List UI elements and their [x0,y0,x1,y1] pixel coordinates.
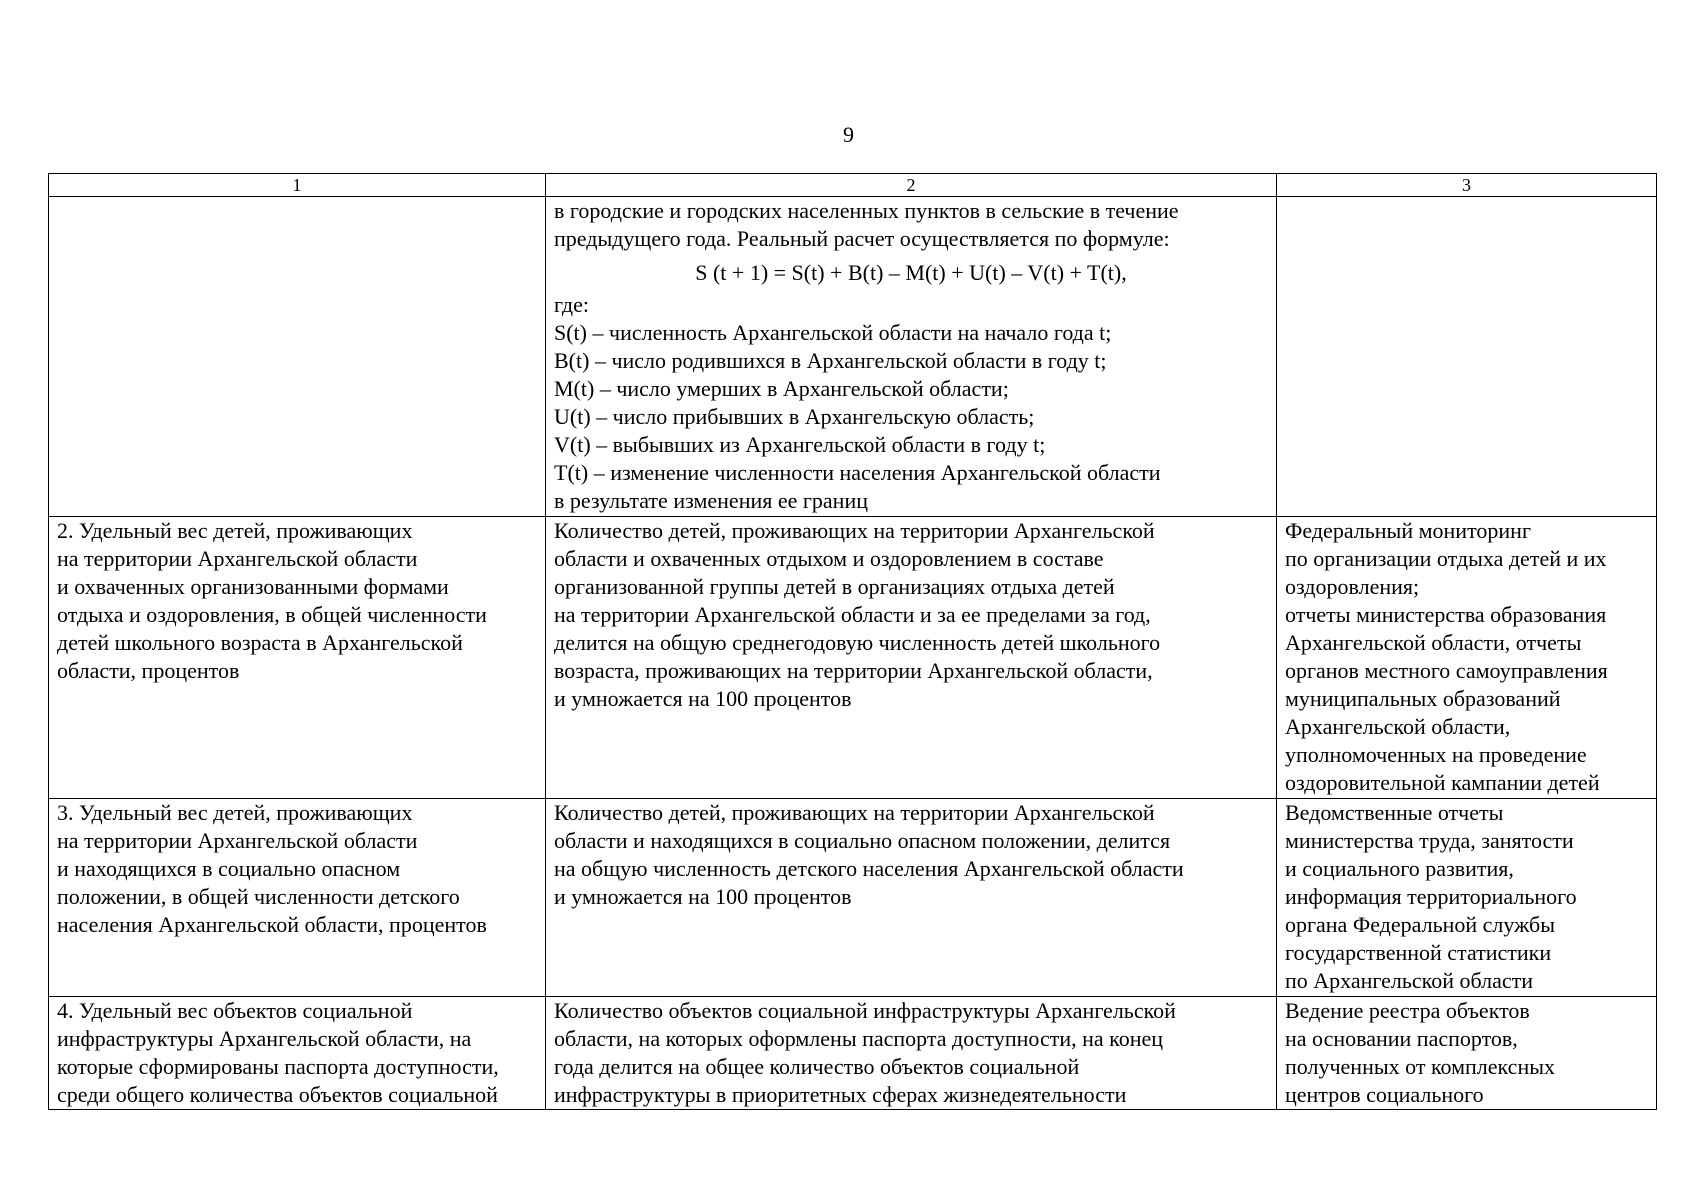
text-line: 3. Удельный вес детей, проживающих [57,800,413,825]
header-cell-3: 3 [1277,174,1657,197]
text-line: 4. Удельный вес объектов социальной [57,998,413,1023]
text-line: в результате изменения ее границ [554,488,868,513]
header-cell-1: 1 [49,174,546,197]
text-line: министерства труда, занятости [1285,828,1574,853]
text-line: информация территориального [1285,884,1577,909]
text-line: органов местного самоуправления [1285,658,1608,683]
row2-col2 [546,517,1277,799]
text-line: Архангельской области, отчеты [1285,630,1582,655]
text-line: и умножается на 100 процентов [554,884,852,909]
text-line: области, процентов [57,658,240,683]
text-line: T(t) – изменение численности населения Архангельской области [554,460,1161,485]
text-line: организованной группы детей в организациях отдыха детей [554,574,1115,599]
table-row [49,197,1657,517]
row4-col1 [49,997,546,1110]
text-line: уполномоченных на проведение [1285,742,1587,767]
text-line: государственной статистики [1285,940,1552,965]
text-line: органа Федеральной службы [1285,912,1555,937]
text-line: возраста, проживающих на территории Архангельской области, [554,658,1153,683]
table-row [49,799,1657,997]
text-line: на территории Архангельской области [57,828,418,853]
indicator-table [48,173,1657,1110]
table-header-row [49,174,1657,197]
text-line: предыдущего года. Реальный расчет осуществляется по формуле: [554,226,1170,251]
text-line: делится на общую среднегодовую численность детей школьного [554,630,1161,655]
text-line: и социального развития, [1285,856,1514,881]
text-line: населения Архангельской области, процентов [57,912,487,937]
text-line: B(t) – число родившихся в Архангельской области в году t; [554,348,1107,373]
text-line: оздоровительной кампании детей [1285,770,1600,795]
text-line: в городские и городских населенных пунктов в сельские в течение [554,198,1179,223]
text-line: на территории Архангельской области [57,546,418,571]
header-cell-2: 2 [546,174,1277,197]
text-line: на общую численность детского населения Архангельской области [554,856,1184,881]
text-line: S(t) – численность Архангельской области на начало года t; [554,320,1112,345]
row3-col2 [546,799,1277,997]
text-line: муниципальных образований [1285,686,1561,711]
text-line: отдыха и оздоровления, в общей численности [57,602,487,627]
text-line: центров социального [1285,1082,1484,1107]
text-line: области и находящихся в социально опасном положении, делится [554,828,1171,853]
text-line: на основании паспортов, [1285,1026,1518,1051]
text-line: которые сформированы паспорта доступности, [57,1054,499,1079]
row1-col1 [49,197,546,517]
text-line: инфраструктуры Архангельской области, на [57,1026,472,1051]
text-line: U(t) – число прибывших в Архангельскую область; [554,404,1035,429]
text-line: на территории Архангельской области и за ее пределами за год, [554,602,1151,627]
text-line: по Архангельской области [1285,968,1534,993]
text-line: и умножается на 100 процентов [554,686,852,711]
text-line: среди общего количества объектов социальной [57,1082,498,1107]
text-line: где: [554,292,589,317]
row4-col2 [546,997,1277,1110]
text-line: 2. Удельный вес детей, проживающих [57,518,413,543]
text-line: Количество детей, проживающих на территории Архангельской [554,800,1155,825]
row1-col2 [546,197,1277,517]
text-line: Федеральный мониторинг [1285,518,1531,543]
text-line: Архангельской области, [1285,714,1511,739]
text-line: области, на которых оформлены паспорта доступности, на конец [554,1026,1164,1051]
row2-col3 [1277,517,1657,799]
text-line: Ведомственные отчеты [1285,800,1504,825]
row4-col3 [1277,997,1657,1110]
text-line: M(t) – число умерших в Архангельской области; [554,376,1009,401]
text-line: Количество детей, проживающих на территории Архангельской [554,518,1155,543]
text-line: и охваченных организованными формами [57,574,449,599]
row2-col1 [49,517,546,799]
text-line: положении, в общей численности детского [57,884,460,909]
text-line: оздоровления; [1285,574,1420,599]
text-line: и находящихся в социально опасном [57,856,401,881]
table-row [49,517,1657,799]
text-line: области и охваченных отдыхом и оздоровлением в составе [554,546,1104,571]
text-line: Ведение реестра объектов [1285,998,1530,1023]
text-line: Количество объектов социальной инфраструктуры Архангельской [554,998,1176,1023]
text-line: отчеты министерства образования [1285,602,1607,627]
text-line: года делится на общее количество объектов социальной [554,1054,1080,1079]
row1-col3 [1277,197,1657,517]
page-number: 9 [843,122,854,147]
text-line: полученных от комплексных [1285,1054,1555,1079]
text-line: V(t) – выбывших из Архангельской области в году t; [554,432,1046,457]
row3-col1 [49,799,546,997]
text-line: инфраструктуры в приоритетных сферах жизнедеятельности [554,1082,1127,1107]
row3-col3 [1277,799,1657,997]
table-row [49,997,1657,1110]
text-line: по организации отдыха детей и их [1285,546,1607,571]
text-line: детей школьного возраста в Архангельской [57,630,463,655]
population-formula: S (t + 1) = S(t) + B(t) – M(t) + U(t) – V(t) + T(t), [695,260,1127,285]
